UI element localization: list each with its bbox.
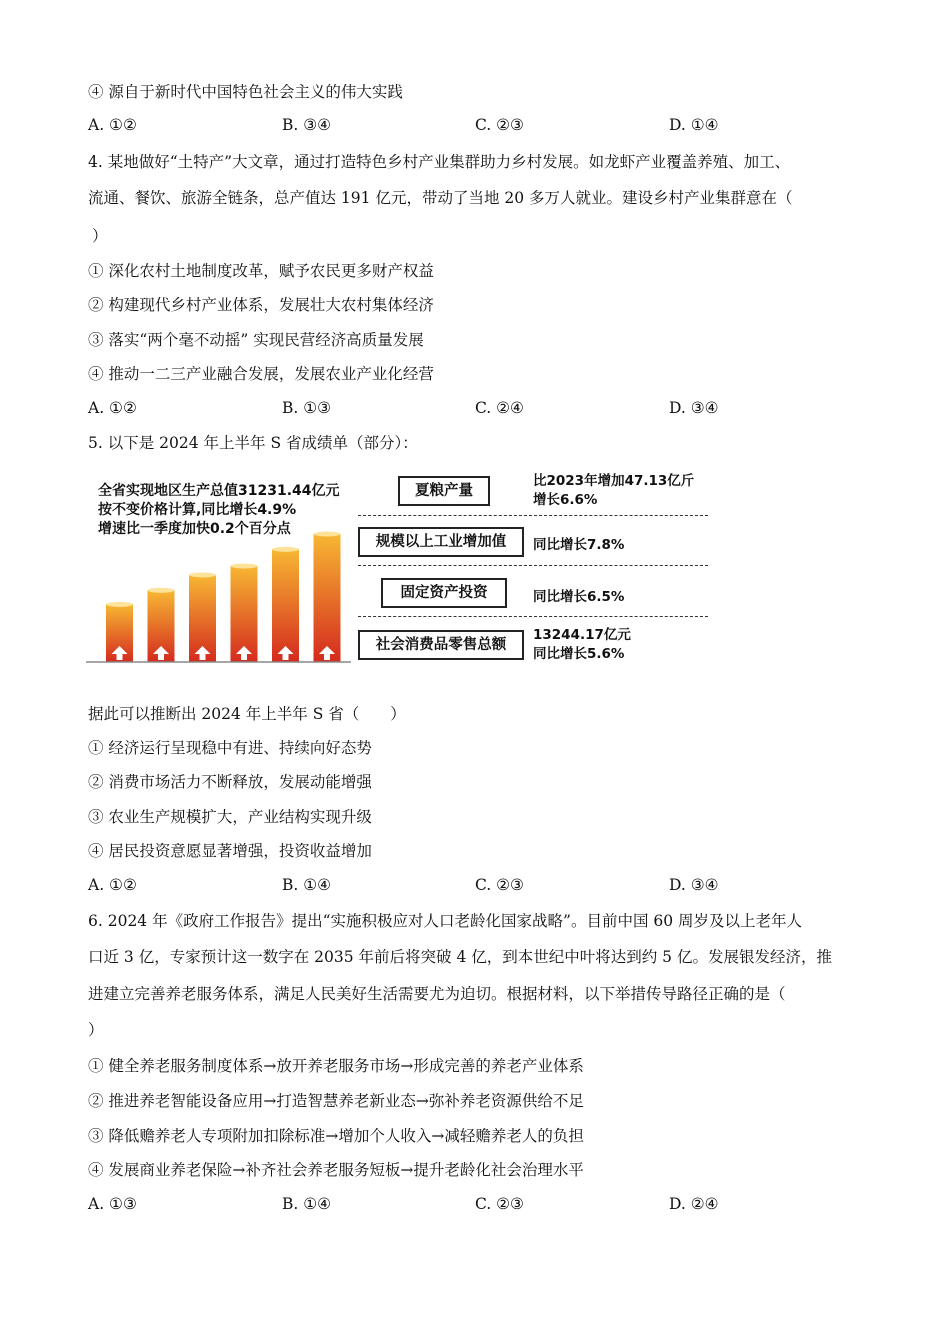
q5-option-a[interactable]: A. ①② — [88, 876, 137, 894]
growth-bar-top — [148, 588, 175, 593]
value-retail-line-1: 13244.17亿元 — [533, 627, 631, 643]
divider — [358, 515, 708, 516]
value-industrial: 同比增长7.8% — [533, 537, 625, 553]
q6-options — [88, 1193, 868, 1215]
q5-item-4: ④ 居民投资意愿显著增强，投资收益增加 — [88, 842, 372, 860]
growth-bar-top — [189, 572, 216, 577]
q4-option-c[interactable]: C. ②④ — [475, 399, 524, 417]
q3-option-a[interactable]: A. ①② — [88, 116, 137, 134]
q5-item-3: ③ 农业生产规模扩大，产业结构实现升级 — [88, 808, 372, 826]
label-summer-grain: 夏粮产量 — [398, 476, 490, 506]
gdp-text-line-3: 增速比一季度加快0.2个百分点 — [98, 521, 291, 537]
q4-item-2: ② 构建现代乡村产业体系，发展壮大农村集体经济 — [88, 296, 434, 314]
q3-item-4: ④ 源自于新时代中国特色社会主义的伟大实践 — [88, 83, 403, 101]
q6-option-d[interactable]: D. ②④ — [669, 1195, 719, 1213]
q6-stem-line-1: 6. 2024 年《政府工作报告》提出“实施积极应对人口老龄化国家战略”。目前中国 60 周岁及以上老年人 — [88, 912, 803, 930]
q4-option-b[interactable]: B. ①③ — [282, 399, 332, 417]
growth-bar-top — [231, 564, 258, 569]
growth-bar-top — [272, 547, 299, 552]
value-summer-grain-line-1: 比2023年增加47.13亿斤 — [533, 473, 695, 489]
q5-item-2: ② 消费市场活力不断释放，发展动能增强 — [88, 773, 372, 791]
label-retail-sales: 社会消费品零售总额 — [358, 630, 524, 660]
label-fixed-asset-investment: 固定资产投资 — [381, 578, 507, 608]
q5-stem: 5. 以下是 2024 年上半年 S 省成绩单（部分）： — [88, 434, 418, 452]
q6-item-1: ① 健全养老服务制度体系→放开养老服务市场→形成完善的养老产业体系 — [88, 1057, 584, 1075]
q4-option-a[interactable]: A. ①② — [88, 399, 137, 417]
q6-option-b[interactable]: B. ①④ — [282, 1195, 332, 1213]
growth-bar-top — [314, 532, 341, 537]
q6-item-2: ② 推进养老智能设备应用→打造智慧养老新业态→弥补养老资源供给不足 — [88, 1092, 584, 1110]
q4-option-d[interactable]: D. ③④ — [669, 399, 719, 417]
q4-options — [88, 397, 868, 419]
q5-options — [88, 874, 868, 896]
gdp-text-line-2: 按不变价格计算,同比增长4.9% — [98, 502, 297, 518]
q6-item-4: ④ 发展商业养老保险→补齐社会养老服务短板→提升老龄化社会治理水平 — [88, 1161, 584, 1179]
gdp-text-line-1: 全省实现地区生产总值31231.44亿元 — [98, 483, 340, 499]
label-industrial-value: 规模以上工业增加值 — [358, 527, 524, 557]
q5-item-1: ① 经济运行呈现稳中有进、持续向好态势 — [88, 739, 372, 757]
q6-stem-line-3: 进建立完善养老服务体系，满足人民美好生活需要尤为迫切。根据材料，以下举措传导路径正确的是（ — [88, 985, 786, 1003]
q3-options — [88, 114, 868, 136]
q4-item-3: ③ 落实“两个毫不动摇” 实现民营经济高质量发展 — [88, 331, 424, 349]
value-retail-line-2: 同比增长5.6% — [533, 646, 625, 662]
q5-question: 据此可以推断出 2024 年上半年 S 省（ ） — [88, 705, 406, 723]
q3-option-c[interactable]: C. ②③ — [475, 116, 524, 134]
q5-infographic — [86, 470, 716, 670]
q3-option-b[interactable]: B. ③④ — [282, 116, 332, 134]
q4-stem-line-1: 4. 某地做好“土特产”大文章，通过打造特色乡村产业集群助力乡村发展。如龙虾产业覆盖养殖、加工、 — [88, 153, 791, 171]
divider — [358, 565, 708, 566]
q6-stem-line-2: 口近 3 亿，专家预计这一数字在 2035 年前后将突破 4 亿，到本世纪中叶将达到约 5 亿。发展银发经济，推 — [88, 948, 832, 966]
value-summer-grain-line-2: 增长6.6% — [533, 492, 598, 508]
growth-bar-chart — [86, 530, 356, 665]
q4-stem-line-2: 流通、餐饮、旅游全链条，总产值达 191 亿元，带动了当地 20 多万人就业。建设乡村产业集群意在（ — [88, 189, 793, 207]
q4-item-4: ④ 推动一二三产业融合发展，发展农业产业化经营 — [88, 365, 434, 383]
q6-stem-line-4: ） — [88, 1021, 104, 1039]
q4-stem-line-3: ） — [92, 227, 108, 245]
q3-option-d[interactable]: D. ①④ — [669, 116, 719, 134]
q6-option-a[interactable]: A. ①③ — [88, 1195, 137, 1213]
q6-item-3: ③ 降低赡养老人专项附加扣除标准→增加个人收入→减轻赡养老人的负担 — [88, 1127, 584, 1145]
value-fixed-asset: 同比增长6.5% — [533, 589, 625, 605]
divider — [358, 616, 708, 617]
q5-option-b[interactable]: B. ①④ — [282, 876, 332, 894]
growth-bar-top — [106, 602, 133, 607]
q4-item-1: ① 深化农村土地制度改革，赋予农民更多财产权益 — [88, 262, 434, 280]
growth-bar — [272, 549, 299, 662]
q5-option-c[interactable]: C. ②③ — [475, 876, 524, 894]
q5-option-d[interactable]: D. ③④ — [669, 876, 719, 894]
q6-option-c[interactable]: C. ②③ — [475, 1195, 524, 1213]
growth-bar — [314, 534, 341, 662]
